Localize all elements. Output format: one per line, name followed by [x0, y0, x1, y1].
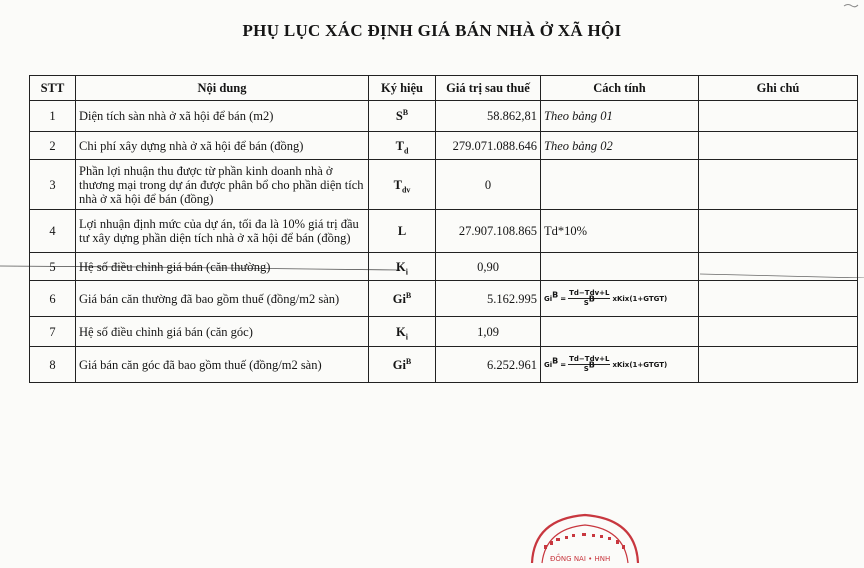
cell-calculation: Theo bảng 01 [541, 101, 699, 132]
table-row [30, 210, 858, 253]
cell-note [699, 317, 858, 347]
cell-content: Hệ số điều chỉnh giá bán (căn thường) [76, 253, 369, 281]
cell-stt: 8 [30, 347, 76, 383]
page-title: PHỤ LỤC XÁC ĐỊNH GIÁ BÁN NHÀ Ở XÃ HỘI [242, 21, 622, 40]
cell-calculation-formula [541, 281, 699, 317]
cell-content: Chi phí xây dựng nhà ở xã hội để bán (đồng) [76, 132, 369, 160]
cell-note [699, 281, 858, 317]
cell-calculation-formula [541, 347, 699, 383]
cell-stt: 3 [30, 160, 76, 210]
header-symbol: Ký hiệu [369, 76, 436, 101]
cell-stt: 4 [30, 210, 76, 253]
cell-stt: 7 [30, 317, 76, 347]
header-note: Ghi chú [699, 76, 858, 101]
cell-calculation [541, 253, 699, 281]
cell-content: Giá bán căn thường đã bao gồm thuế (đồng/m2 sàn) [76, 281, 369, 317]
cell-content: Lợi nhuận định mức của dự án, tối đa là 10% giá trị đầu tư xây dựng phần diện tích nhà ở xã hội để bán (đồng) [76, 210, 369, 253]
cell-note [699, 253, 858, 281]
cell-symbol: $K_i$ [369, 317, 436, 347]
cell-content: Diện tích sàn nhà ở xã hội để bán (m2) [76, 101, 369, 132]
table-row [30, 317, 858, 347]
cell-content: Giá bán căn góc đã bao gồm thuế (đồng/m2 sàn) [76, 347, 369, 383]
cell-value: 279.071.088.646 [436, 132, 541, 160]
cell-value: 0 [436, 160, 541, 210]
cell-note [699, 160, 858, 210]
stamp-text: ĐỒNG NAI • HNH [550, 555, 611, 563]
cell-value: 1,09 [436, 317, 541, 347]
cell-symbol: $T_d$ [369, 132, 436, 160]
cell-stt: 1 [30, 101, 76, 132]
cell-calculation: Theo bảng 02 [541, 132, 699, 160]
cell-stt: 6 [30, 281, 76, 317]
cell-note [699, 132, 858, 160]
price-formula: $Gi^B$ = $\frac{\text{Td−Tdv+L}}{S^B}$ xKix(1+GTGT) [544, 289, 668, 307]
cell-calculation [541, 160, 699, 210]
cell-value: 5.162.995 [436, 281, 541, 317]
cell-value: 6.252.961 [436, 347, 541, 383]
cell-symbol: L [369, 210, 436, 253]
price-formula: $Gi^B$ = $\frac{\text{Td−Tdv+L}}{S^B}$ xKix(1+GTGT) [544, 355, 668, 373]
cell-symbol: $K_i$ [369, 253, 436, 281]
header-stt: STT [30, 76, 76, 101]
cell-value: 27.907.108.865 [436, 210, 541, 253]
cell-symbol: $T_{dv}$ [369, 160, 436, 210]
table-row [30, 347, 858, 383]
cell-value: 58.862,81 [436, 101, 541, 132]
cell-symbol: $Gi^B$ [369, 281, 436, 317]
table-row [30, 160, 858, 210]
cell-content: Phần lợi nhuận thu được từ phần kinh doanh nhà ở thương mại trong dự án được phân bổ cho phần diện tích nhà ở xã hội để bán (đồng) [76, 160, 369, 210]
header-content: Nội dung [76, 76, 369, 101]
table-row [30, 132, 858, 160]
table-row [30, 281, 858, 317]
table-header-row [30, 76, 858, 101]
price-table [29, 75, 858, 383]
cell-symbol: $Gi^B$ [369, 347, 436, 383]
header-calculation: Cách tính [541, 76, 699, 101]
cell-calculation [541, 317, 699, 347]
cell-content: Hệ số điều chỉnh giá bán (căn góc) [76, 317, 369, 347]
corner-scan-mark [838, 0, 864, 10]
cell-value: 0,90 [436, 253, 541, 281]
cell-stt: 5 [30, 253, 76, 281]
cell-calculation: Td*10% [541, 210, 699, 253]
red-seal-stamp [520, 505, 650, 565]
header-value: Giá trị sau thuế [436, 76, 541, 101]
table-row [30, 101, 858, 132]
cell-stt: 2 [30, 132, 76, 160]
table-row [30, 253, 858, 281]
cell-note [699, 101, 858, 132]
cell-note [699, 347, 858, 383]
cell-symbol: $S^B$ [369, 101, 436, 132]
cell-note [699, 210, 858, 253]
